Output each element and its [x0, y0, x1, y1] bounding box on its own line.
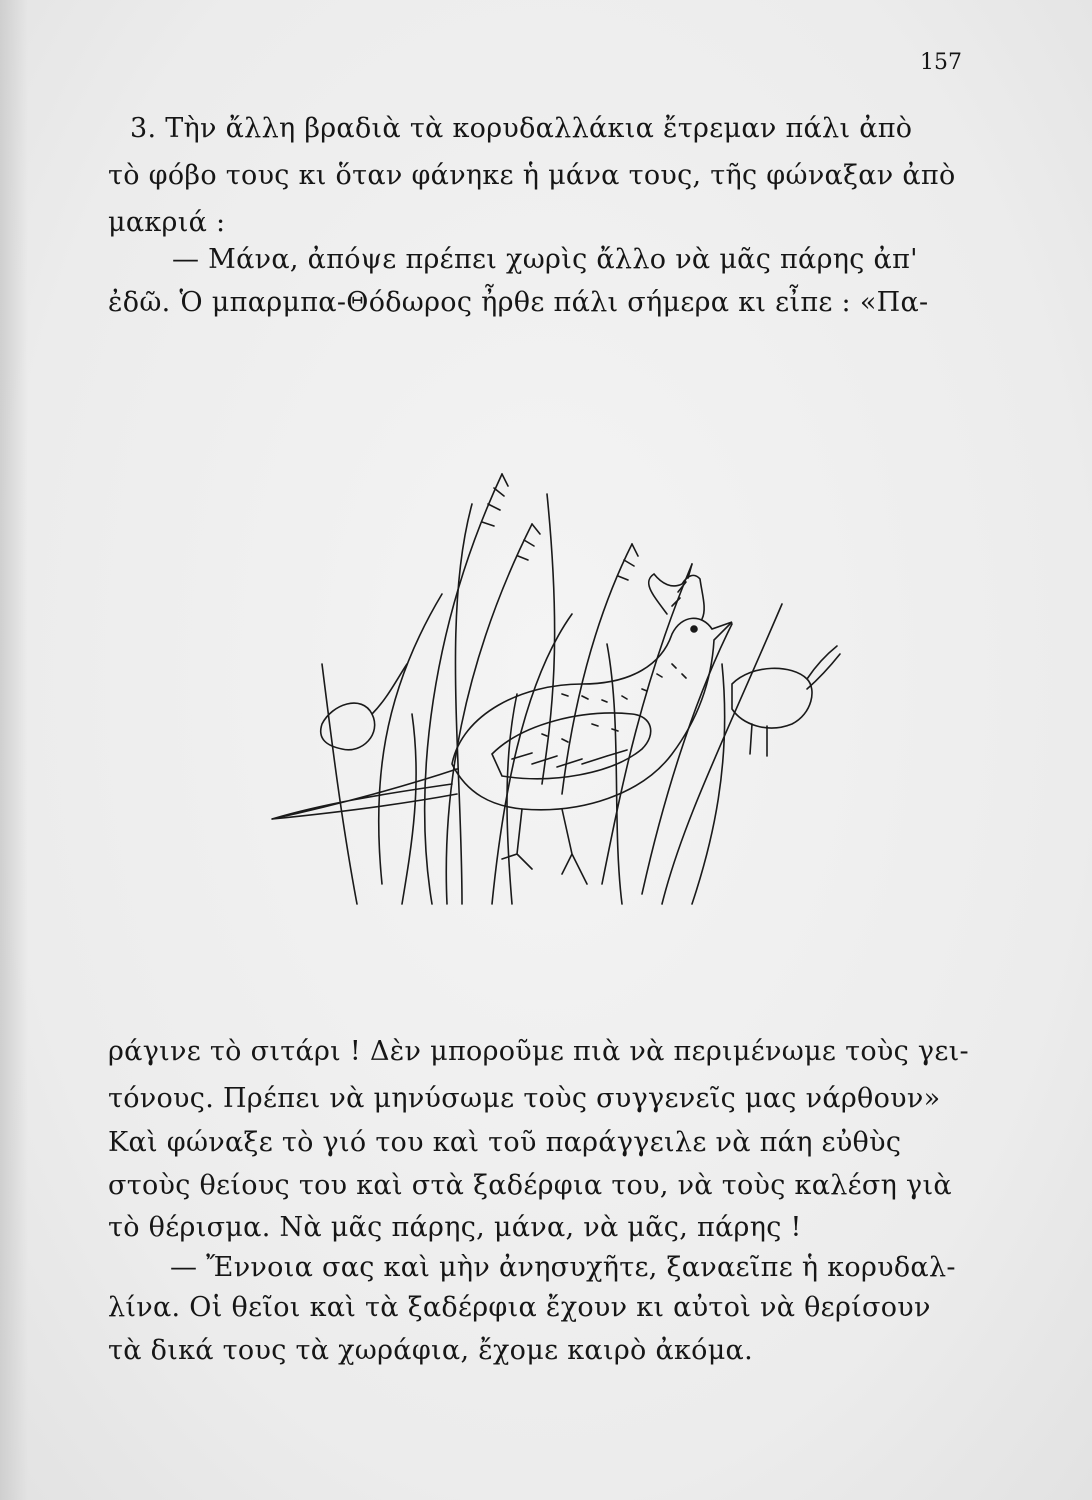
grass-blade — [402, 714, 416, 904]
grass-blade — [542, 494, 555, 784]
lark-legs — [502, 809, 587, 884]
text-line: ἐδῶ. Ὁ μπαρμπα-Θόδωρος ἦρθε πάλι σήμερα κι εἶπε : «Πα- — [108, 287, 929, 318]
text-line: λίνα. Οἱ θεῖοι καὶ τὰ ξαδέρφια ἔχουν κι αὐτοὶ νὰ θερίσουν — [108, 1292, 931, 1323]
grass-blade — [507, 694, 517, 904]
lark-tail — [272, 769, 457, 819]
grass-blade — [562, 544, 632, 794]
text-line: τόνους. Πρέπει νὰ μηνύσωμε τοὺς συγγενεῖς μας νάρθουν» — [108, 1083, 941, 1114]
grass-blade — [379, 594, 442, 884]
text-line: μακριά : — [108, 207, 226, 238]
page-number: 157 — [920, 50, 962, 75]
text-line: — Ἔννοια σας καὶ μὴν ἀνησυχῆτε, ξαναεῖπε ἡ κορυδαλ- — [170, 1252, 956, 1283]
text-line: στοὺς θείους του καὶ στὰ ξαδέρφια του, νὰ τοὺς καλέση γιὰ — [108, 1170, 952, 1201]
grass-blade — [692, 664, 725, 904]
lark-illustration — [262, 464, 842, 914]
grass-blade — [425, 474, 502, 904]
text-line: ράγινε τὸ σιτάρι ! Δὲν μποροῦμε πιὰ νὰ περιμένωμε τοὺς γει- — [108, 1036, 969, 1067]
small-bird-right — [732, 668, 812, 728]
text-line: τὸ φόβο τους κι ὅταν φάνηκε ἡ μάνα τους, τῆς φώναξαν ἀπὸ — [108, 160, 956, 191]
grass-blade — [322, 664, 357, 904]
lark-crest — [649, 574, 704, 619]
gutter-shadow — [0, 0, 28, 1500]
text-line: Καὶ φώναξε τὸ γιό του καὶ τοῦ παράγγειλε νὰ πάη εὐθὺς — [108, 1127, 902, 1158]
text-line: — Μάνα, ἀπόψε πρέπει χωρὶς ἄλλο νὰ μᾶς πάρης ἀπ' — [172, 244, 918, 275]
wheat-ear — [618, 544, 638, 580]
grass-blade — [492, 614, 572, 904]
wheat-ear — [482, 474, 508, 526]
text-line: τὰ δικά τους τὰ χωράφια, ἔχομε καιρὸ ἀκόμα. — [108, 1335, 753, 1366]
text-line: τὸ θέρισμα. Νὰ μᾶς πάρης, μάνα, νὰ μᾶς, πάρης ! — [108, 1212, 802, 1243]
lark-eye — [691, 626, 697, 632]
small-bird-left — [321, 703, 375, 750]
grass-blade — [607, 644, 622, 904]
text-line: 3. Τὴν ἄλλη βραδιὰ τὰ κορυδαλλάκια ἔτρεμαν πάλι ἀπὸ — [130, 113, 913, 144]
grass-blade — [455, 504, 472, 904]
